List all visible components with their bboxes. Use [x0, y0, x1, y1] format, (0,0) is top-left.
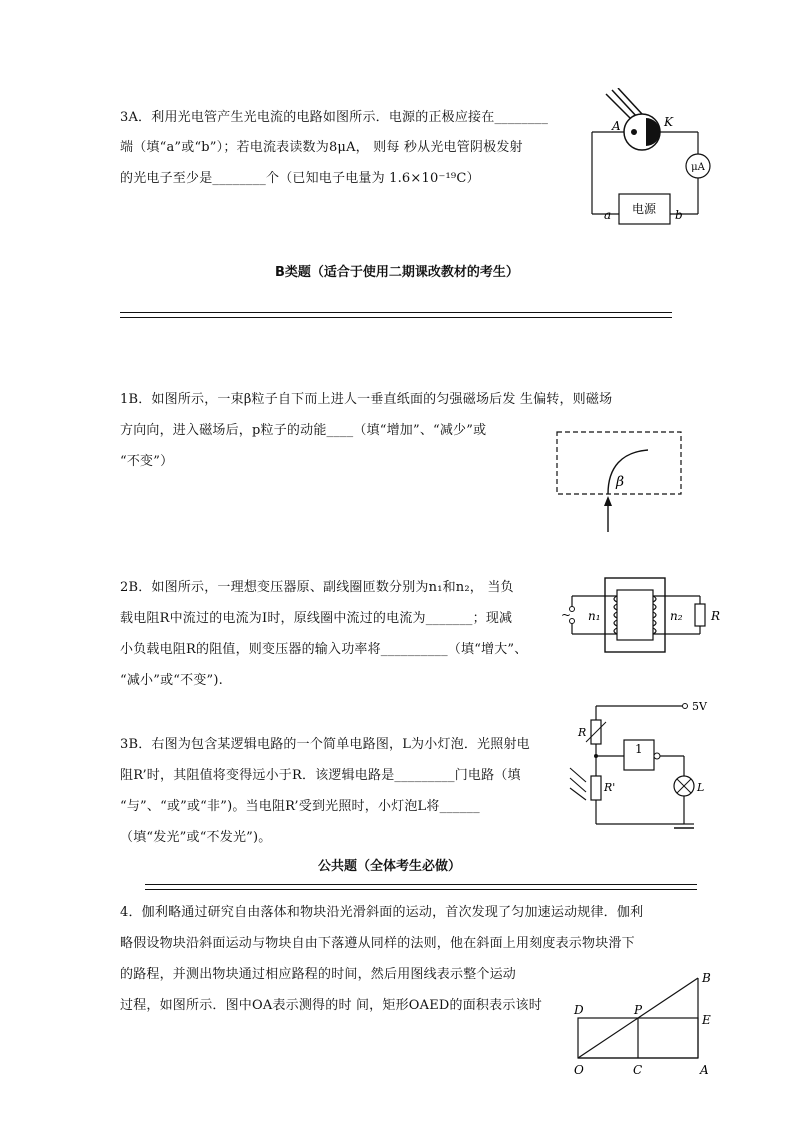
section-common-rule-top — [145, 884, 697, 885]
magnetic-field-figure — [550, 422, 690, 540]
label-O: O — [574, 1063, 584, 1077]
q2b-line-4: “减小”或“不变”). — [120, 673, 223, 688]
n1-label: n₁ — [588, 609, 601, 623]
label-a: a — [604, 208, 612, 222]
q4-line-1: 4．伽利略通过研究自由落体和物块沿光滑斜面的运动，首次发现了匀加速运动规律．伽利 — [120, 905, 644, 920]
l-label: L — [697, 781, 705, 794]
meter-label: μA — [691, 162, 705, 173]
label-C: C — [633, 1063, 643, 1077]
label-P: P — [634, 1003, 643, 1017]
q1b-line-1: 1B．如图所示，一束β粒子自下而上进人一垂直纸面的匀强磁场后发 生偏转，则磁场 — [120, 392, 613, 407]
q3a-line-3: 的光电子至少是________个（已知电子电量为 1.6×10⁻¹⁹C） — [120, 171, 480, 186]
power-source-label: 电源 — [631, 202, 657, 216]
q3b-line-2: 阻R’时，其阻值将变得远小于R．该逻辑电路是_________门电路（填 — [120, 768, 521, 783]
beta-label: β — [616, 474, 625, 490]
label-E: E — [702, 1013, 711, 1027]
photocell-circuit-figure — [584, 88, 724, 234]
q4-line-3: 的路程，并测出物块通过相应路程的时间，然后用图线表示整个运动 — [120, 967, 517, 982]
section-b-rule-top — [120, 312, 672, 313]
transformer-figure — [560, 574, 725, 658]
section-common-title: 公共题（全体考生必做） — [318, 859, 462, 874]
section-b-title: B类题（适合于使用二期课改教材的考生） — [275, 265, 519, 280]
q3b-line-4: （填“发光”或“不发光”)。 — [120, 830, 272, 845]
r-label: R — [578, 726, 587, 739]
label-K: K — [664, 115, 673, 129]
q3b-line-1: 3B．右图为包含某逻辑电路的一个简单电路图，L为小灯泡．光照射电 — [120, 737, 530, 752]
label-A: A — [612, 119, 621, 133]
q2b-line-3: 小负载电阻R的阻值，则变压器的输入功率将__________（填“增大”、 — [120, 642, 528, 657]
q2b-line-2: 载电阻R中流过的电流为I时，原线圈中流过的电流为_______；现减 — [120, 611, 513, 626]
q3a-line-1: 3A．利用光电管产生光电流的电路如图所示．电源的正极应接在________ — [120, 110, 549, 125]
q3b-line-3: “与”、“或”或“非”)。当电阻R’受到光照时，小灯泡L将______ — [120, 799, 480, 814]
label-D: D — [574, 1003, 584, 1017]
q1b-line-2: 方向向，进入磁场后，p粒子的动能____（填“增加”、“减少”或 — [120, 423, 487, 438]
q4-line-2: 略假设物块沿斜面运动与物块自由下落遵从同样的法则，他在斜面上用刻度表示物块滑下 — [120, 936, 635, 951]
gate-label: 1 — [635, 742, 643, 756]
q1b-line-3: “不变”） — [120, 454, 174, 469]
load-resistor — [695, 604, 705, 626]
galileo-graph-figure — [570, 968, 720, 1080]
up-arrow-icon — [604, 496, 612, 506]
photoresistor — [591, 776, 601, 800]
label-A: A — [700, 1063, 709, 1077]
beta-trajectory — [608, 450, 648, 494]
label-b: b — [675, 208, 683, 222]
rp-label: R' — [604, 781, 616, 794]
section-b-rule-bottom — [120, 317, 672, 318]
section-common-rule-bottom — [145, 889, 697, 890]
q3a-line-2: 端（填“a”或“b”）；若电流表读数为8μA， 则每 秒从光电管阴极发射 — [120, 140, 523, 155]
q4-line-4: 过程，如图所示．图中OA表示测得的时 间，矩形OAED的面积表示该时 — [120, 998, 542, 1013]
ac-source-icon: ~ — [561, 608, 572, 622]
voltage-label: 5V — [692, 700, 707, 713]
q2b-line-1: 2B．如图所示，一理想变压器原、副线圈匝数分别为n₁和n₂， 当负 — [120, 580, 514, 595]
r-label: R — [711, 609, 721, 623]
logic-circuit-figure — [566, 696, 716, 836]
label-B: B — [702, 971, 711, 985]
n2-label: n₂ — [670, 609, 683, 623]
